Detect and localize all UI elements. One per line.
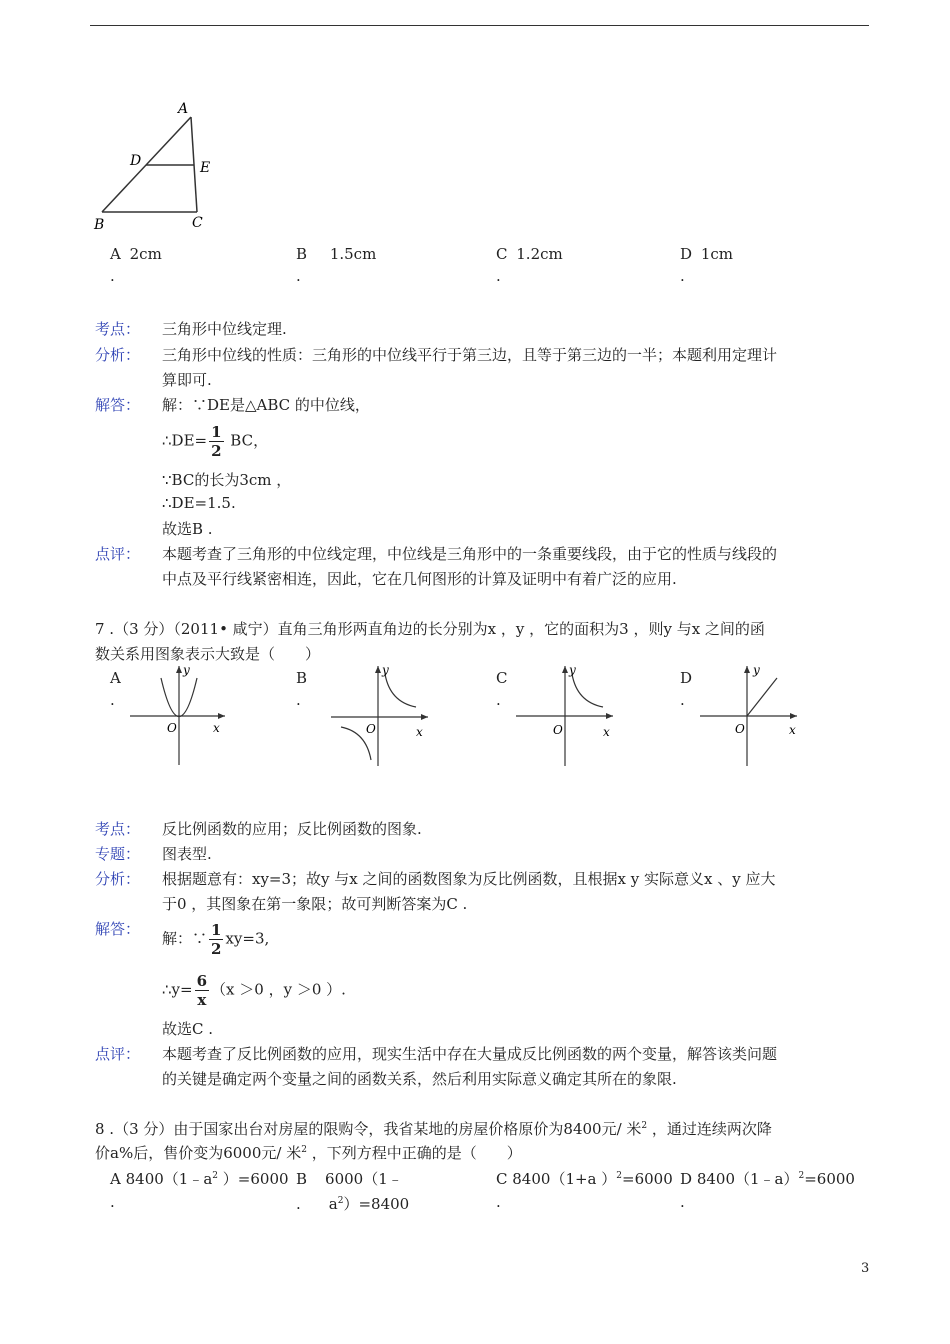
q6-kaodian-label: 考点：: [95, 320, 141, 338]
q7-jieda-3: 故选C .: [162, 1020, 214, 1038]
label-E: E: [200, 160, 211, 176]
triangle-figure: [90, 95, 230, 235]
q7-option-a[interactable]: A .: [110, 669, 121, 709]
q7-option-d[interactable]: D .: [680, 669, 693, 709]
option-letter: B: [296, 245, 308, 263]
q7-dianping-1: 本题考查了反比例函数的应用，现实生活中存在大量成反比例函数的两个变量，解答该类问题: [162, 1045, 778, 1063]
q7-dianping-2: 的关键是确定两个变量之间的函数关系，然后利用实际意义确定其所在的象限.: [162, 1070, 677, 1088]
q6-jieda-4: ∴DE=1.5.: [162, 494, 236, 512]
q6-fenxi-label: 分析：: [95, 346, 141, 364]
q7-stem-2: 数关系用图象表示大致是（ ）: [95, 645, 321, 663]
svg-text:x: x: [213, 721, 220, 735]
svg-text:O: O: [167, 721, 177, 735]
q6-fenxi-2: 算即可.: [162, 371, 212, 389]
q7-fenxi-1: 根据题意有：xy=3；故y 与x 之间的函数图象为反比例函数，且根据x y 实际意义x 、y 应大: [162, 870, 776, 888]
graph-d-line: [697, 660, 807, 770]
option-letter: A: [110, 245, 121, 263]
svg-text:y: y: [753, 663, 760, 677]
q6-option-d[interactable]: D 1cm .: [680, 245, 733, 285]
q7-fenxi-2: 于0 ，其图象在第一象限；故可判断答案为C .: [162, 895, 468, 913]
q6-jieda-2: ∴DE= $\frac{1}{2}$ BC，: [162, 423, 269, 460]
graph-b-hyperbola: [328, 660, 438, 770]
q7-fenxi-label: 分析：: [95, 870, 141, 888]
q8-option-a[interactable]: A $8400(1﹣a^2$ ）=6000 .: [110, 1170, 289, 1211]
q7-kaodian: 反比例函数的应用；反比例函数的图象.: [162, 820, 422, 838]
q7-zhuanti: 图表型.: [162, 845, 212, 863]
q7-jieda-label: 解答：: [95, 920, 141, 938]
graph-a-parabola: [125, 660, 235, 770]
q6-dianping-1: 本题考查了三角形的中位线定理，中位线是三角形中的一条重要线段，由于它的性质与线段的: [162, 545, 778, 563]
q6-option-b[interactable]: B 1.5cm .: [296, 245, 377, 285]
label-C: C: [192, 215, 203, 231]
q7-stem-1: 7 .（3 分）（2011• 咸宁）直角三角形两直角边的长分别为x ，y ，它的面积为3 ，则y 与x 之间的函: [95, 620, 765, 638]
option-text: 1.2cm: [516, 245, 563, 263]
q8-option-d[interactable]: D 8400（1﹣a）$^2$=6000 .: [680, 1170, 855, 1211]
q7-zhuanti-label: 专题：: [95, 845, 141, 863]
q7-option-c[interactable]: C .: [496, 669, 508, 709]
svg-text:O: O: [553, 723, 563, 737]
q6-jieda-label: 解答：: [95, 396, 141, 414]
page-number: 3: [861, 1261, 870, 1276]
q7-jieda-1: 解：∵ $\frac{1}{2}$ xy=3,: [162, 921, 270, 958]
graph-c-hyperbola: [513, 660, 623, 770]
q8-stem-2: 价a%后，售价变为6000元/ 米$^2$ ，下列方程中正确的是（ ）: [95, 1144, 522, 1162]
option-text: 1cm: [700, 245, 733, 263]
option-text: 2cm: [129, 245, 162, 263]
q7-jieda-2: ∴y= $\frac{6}{x}$ （x ＞0 ，y ＞0 ）.: [162, 972, 346, 1009]
q6-jieda-1: 解：∵DE是△ABC 的中位线，: [162, 396, 370, 414]
q6-kaodian: 三角形中位线定理.: [162, 320, 287, 338]
svg-text:y: y: [382, 663, 389, 677]
q6-jieda-3: ∵BC的长为3cm ，: [162, 471, 292, 489]
fraction: $\frac{6}{x}$: [196, 972, 208, 1009]
q7-dianping-label: 点评：: [95, 1045, 141, 1063]
label-B: B: [94, 217, 105, 233]
svg-text:x: x: [603, 725, 610, 739]
fraction: $\frac{1}{2}$: [211, 921, 222, 958]
q6-dianping-2: 中点及平行线紧密相连，因此，它在几何图形的计算及证明中有着广泛的应用.: [162, 570, 677, 588]
q8-stem-1: 8 .（3 分）由于国家出台对房屋的限购令，我省某地的房屋价格原价为8400元/ 米$^2$ ，通过连续两次降: [95, 1120, 772, 1138]
q6-option-c[interactable]: C 1.2cm .: [496, 245, 563, 285]
header-rule: [90, 25, 869, 26]
svg-text:x: x: [416, 725, 423, 739]
q6-jieda-5: 故选B .: [162, 520, 213, 538]
fraction: $\frac{1}{2}$: [211, 423, 222, 460]
q8-option-c[interactable]: C 8400（1+a ）$^2$=6000 .: [496, 1170, 673, 1211]
svg-text:y: y: [183, 663, 190, 677]
svg-text:O: O: [366, 722, 376, 736]
q8-option-b[interactable]: B 6000（1﹣ . $a^2)=8400$: [296, 1170, 410, 1213]
q6-fenxi-1: 三角形中位线的性质：三角形的中位线平行于第三边，且等于第三边的一半；本题利用定理计: [162, 346, 778, 364]
label-D: D: [130, 153, 142, 169]
q7-kaodian-label: 考点：: [95, 820, 141, 838]
svg-text:y: y: [569, 663, 576, 677]
q6-dianping-label: 点评：: [95, 545, 141, 563]
q6-option-a[interactable]: A 2cm .: [110, 245, 162, 285]
option-letter: C: [496, 245, 508, 263]
svg-text:x: x: [789, 723, 796, 737]
option-text: 1.5cm: [329, 245, 377, 263]
svg-text:O: O: [735, 722, 745, 736]
label-A: A: [178, 101, 189, 117]
option-letter: D: [680, 245, 693, 263]
q7-option-b[interactable]: B .: [296, 669, 308, 709]
